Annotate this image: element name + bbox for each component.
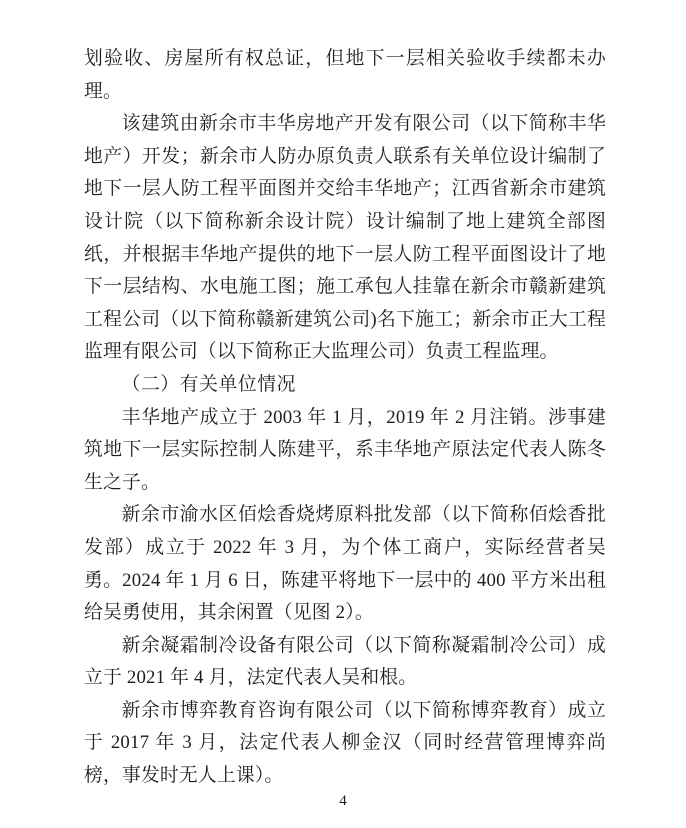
body-paragraph: 新余市渝水区佰烩香烧烤原料批发部（以下简称佰烩香批发部）成立于 2022 年 3 月，为个体工商户，实际经营者吴勇。2024 年 1 月 6 日，陈建平将地下一层中的 400 平方米出租给吴勇使用，其余闲置（见图 2）。 (84, 504, 606, 624)
body-paragraph: 新余凝霜制冷设备有限公司（以下简称凝霜制冷公司）成立于 2021 年 4 月，法定代表人吴和根。 (84, 634, 606, 689)
page-number: 4 (339, 793, 347, 809)
body-paragraph: 新余市博弈教育咨询有限公司（以下简称博弈教育）成立于 2017 年 3 月，法定代表人柳金汉（同时经营管理博弈尚榜，事发时无人上课）。 (84, 699, 606, 787)
body-paragraph-continuation: 划验收、房屋所有权总证，但地下一层相关验收手续都未办理。 (84, 48, 606, 102)
body-paragraph: 该建筑由新余市丰华房地产开发有限公司（以下简称丰华地产）开发；新余市人防办原负责人联系有关单位设计编制了地下一层人防工程平面图并交给丰华地产；江西省新余市建筑设计院（以下简称新余设计院）设计编制了地上建筑全部图纸，并根据丰华地产提供的地下一层人防工程平面图设计了地下一层结构、水电施工图；施工承包人挂靠在新余市赣新建筑工程公司（以下简称赣新建筑公司)名下施工；新余市正大工程监理有限公司（以下简称正大监理公司）负责工程监理。 (84, 113, 606, 363)
page-footer (0, 792, 686, 810)
section-heading: （二）有关单位情况 (121, 373, 297, 395)
body-paragraph: 丰华地产成立于 2003 年 1 月，2019 年 2 月注销。涉事建筑地下一层实际控制人陈建平，系丰华地产原法定代表人陈冬生之子。 (84, 406, 606, 493)
document-body (84, 43, 606, 793)
